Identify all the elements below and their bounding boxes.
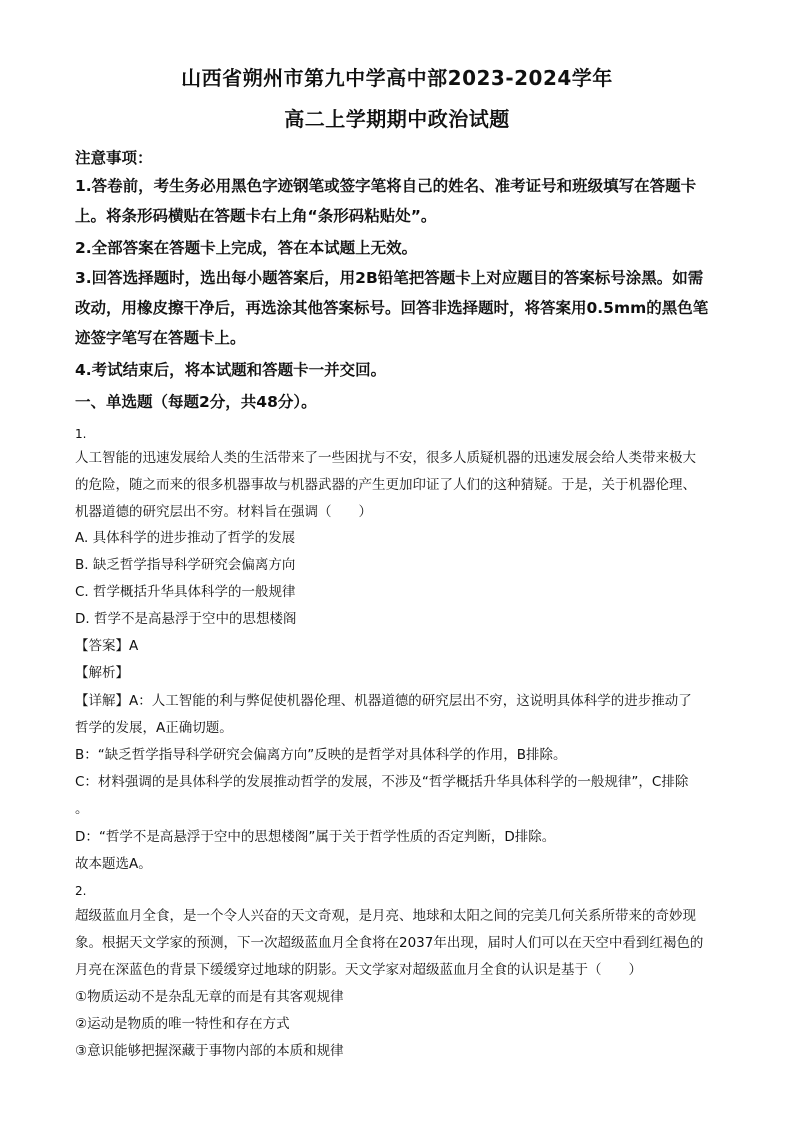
answer-label: 【答案】A <box>75 638 139 654</box>
notice-line: 上。将条形码横贴在答题卡右上角“条形码粘贴处”。 <box>75 207 437 225</box>
detail-line: 故本题选A。 <box>75 856 152 872</box>
notice-line: 迹签字笔写在答题卡上。 <box>75 329 246 347</box>
option-c: C. 哲学概括升华具体科学的一般规律 <box>75 584 296 600</box>
detail-line: 【详解】A：人工智能的利与弊促使机器伦理、机器道德的研究层出不穷，这说明具体科学的进步推动了 <box>75 693 692 709</box>
statement-2: ②运动是物质的唯一特性和存在方式 <box>75 1016 290 1032</box>
question-number: 1. <box>75 427 87 441</box>
detail-line: 哲学的发展，A正确切题。 <box>75 720 233 736</box>
detail-line: C：材料强调的是具体科学的发展推动哲学的发展，不涉及“哲学概括升华具体科学的一般规律”，C排除 <box>75 774 689 790</box>
option-d: D. 哲学不是高悬浮于空中的思想楼阁 <box>75 611 297 627</box>
detail-line: 。 <box>75 801 89 817</box>
statement-3: ③意识能够把握深藏于事物内部的本质和规律 <box>75 1043 344 1059</box>
notice-line: 3.回答选择题时，选出每小题答案后，用2B铅笔把答题卡上对应题目的答案标号涂黑。如需 <box>75 269 704 287</box>
option-a: A. 具体科学的进步推动了哲学的发展 <box>75 530 296 546</box>
question-stem-line: 超级蓝血月全食，是一个令人兴奋的天文奇观，是月亮、地球和太阳之间的完美几何关系所带来的奇妙现 <box>75 908 696 924</box>
notice-line: 2.全部答案在答题卡上完成，答在本试题上无效。 <box>75 239 418 257</box>
question-stem-line: 机器道德的研究层出不穷。材料旨在强调（ ） <box>75 504 372 520</box>
title-line-2: 高二上学期期中政治试题 <box>284 107 510 131</box>
question-stem-line: 的危险，随之而来的很多机器事故与机器武器的产生更加印证了人们的这种猜疑。于是，关于机器伦理、 <box>75 477 696 493</box>
option-b: B. 缺乏哲学指导科学研究会偏离方向 <box>75 557 296 573</box>
notice-line: 改动，用橡皮擦干净后，再选涂其他答案标号。回答非选择题时，将答案用0.5mm的黑色笔 <box>75 299 709 317</box>
question-number: 2. <box>75 884 87 898</box>
detail-line: D：“哲学不是高悬浮于空中的思想楼阁”属于关于哲学性质的否定判断，D排除。 <box>75 829 556 845</box>
question-stem-line: 月亮在深蓝色的背景下缓缓穿过地球的阴影。天文学家对超级蓝血月全食的认识是基于（ ） <box>75 962 642 978</box>
section-heading: 一、单选题（每题2分，共48分）。 <box>75 393 317 411</box>
title-line-1: 山西省朔州市第九中学高中部2023-2024学年 <box>181 66 613 90</box>
notice-heading: 注意事项： <box>75 149 153 167</box>
question-stem-line: 人工智能的迅速发展给人类的生活带来了一些困扰与不安，很多人质疑机器的迅速发展会给人类带来极大 <box>75 450 696 466</box>
detail-line: B：“缺乏哲学指导科学研究会偏离方向”反映的是哲学对具体科学的作用，B排除。 <box>75 747 567 763</box>
question-stem-line: 象。根据天文学家的预测，下一次超级蓝血月全食将在2037年出现，届时人们可以在天空中看到红褐色的 <box>75 935 704 951</box>
notice-line: 1.答卷前，考生务必用黑色字迹钢笔或签字笔将自己的姓名、准考证号和班级填写在答题卡 <box>75 177 697 195</box>
notice-line: 4.考试结束后，将本试题和答题卡一并交回。 <box>75 361 387 379</box>
statement-1: ①物质运动不是杂乱无章的而是有其客观规律 <box>75 989 344 1005</box>
analysis-label: 【解析】 <box>75 665 129 681</box>
